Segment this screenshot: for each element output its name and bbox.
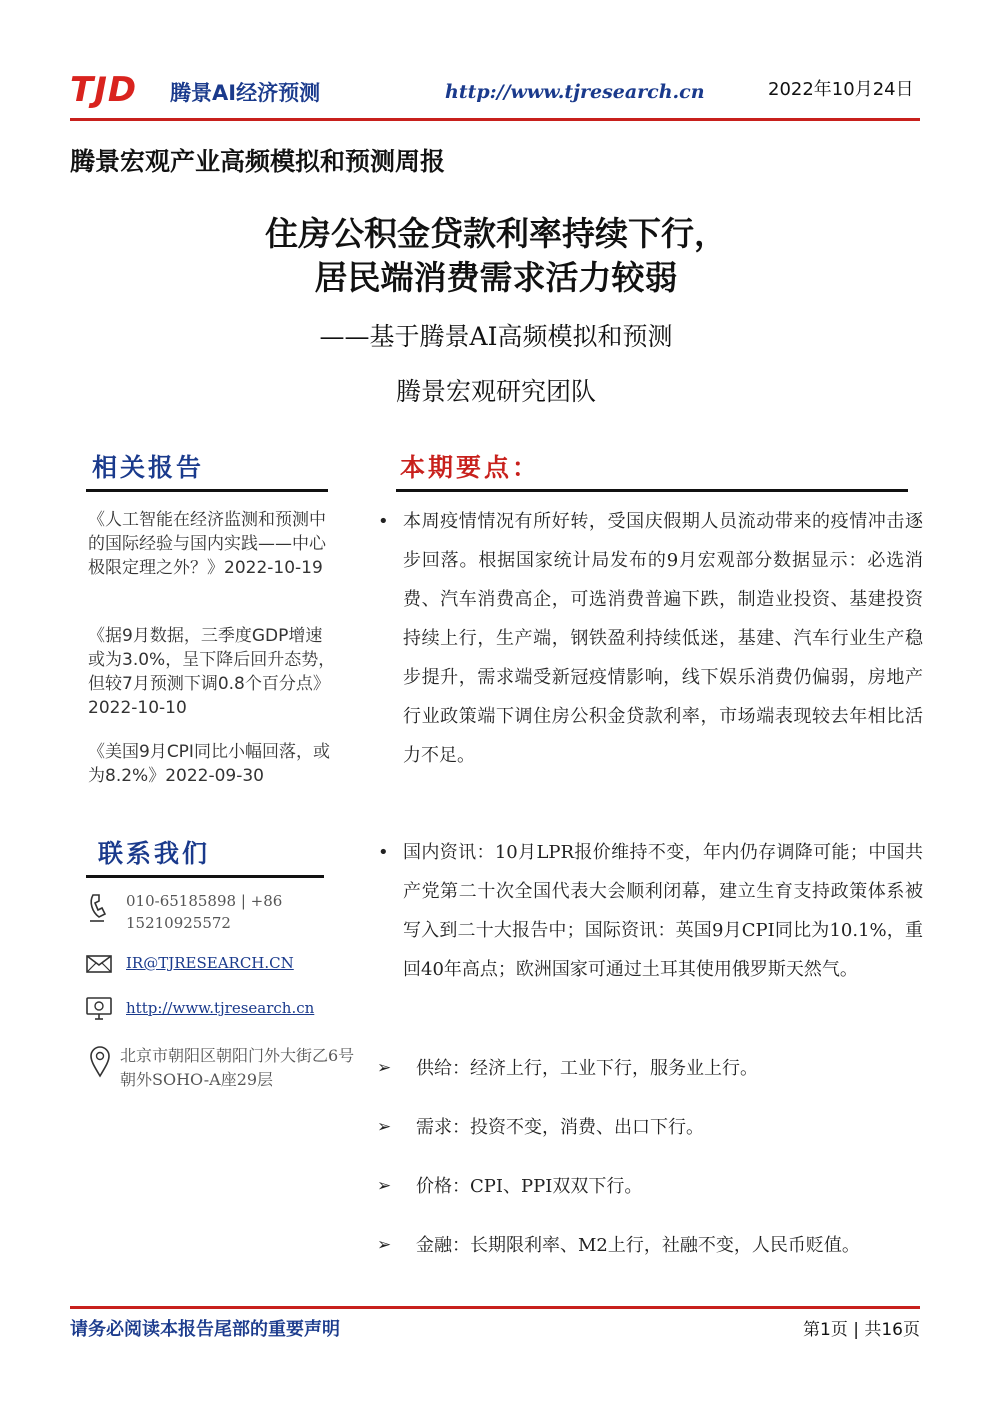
- contact-heading: 联系我们: [98, 839, 211, 868]
- brand-name: 腾景AI经济预测: [170, 81, 321, 105]
- report-title-line1: 住房公积金贷款利率持续下行，: [265, 214, 727, 253]
- bullet-marker: •: [378, 842, 389, 863]
- contact-website-link[interactable]: http://www.tjresearch.cn: [126, 999, 315, 1017]
- keypoints-heading: 本期要点：: [400, 453, 541, 482]
- keypoint-price: 价格：CPI、PPI双双下行。: [416, 1176, 643, 1197]
- logo-tjd: TJD: [70, 70, 138, 110]
- contact-heading-underline: [86, 875, 324, 878]
- series-title: 腾景宏观产业高频模拟和预测周报: [70, 147, 446, 176]
- website-icon: [86, 996, 112, 1022]
- related-reports-heading: 相关报告: [92, 453, 205, 482]
- disclaimer-notice: 请务必阅读本报告尾部的重要声明: [70, 1319, 340, 1340]
- related-report-3-link[interactable]: 《美国9月CPI同比小幅回落，或为8.2%》2022-09-30: [88, 742, 330, 786]
- keypoints-heading-underline: [396, 489, 908, 492]
- report-date: 2022年10月24日: [768, 79, 914, 100]
- page-indicator: 第1页 | 共16页: [803, 1320, 920, 1340]
- bullet-marker: •: [378, 511, 389, 532]
- keypoint-finance: 金融：长期限利率、M2上行，社融不变，人民币贬值。: [416, 1235, 860, 1256]
- header-divider: [70, 118, 920, 121]
- keypoint-paragraph-1: 本周疫情情况有所好转，受国庆假期人员流动带来的疫情冲击逐步回落。根据国家统计局发布的9月宏观部分数据显示：必选消费、汽车消费高企，可选消费普遍下跌，制造业投资、基建投资持续上行，生产端，钢铁盈利持续低迷，基建、汽车行业生产稳步提升，需求端受新冠疫情影响，线下娱乐消费仍偏弱，房地产行业政策端下调住房公积金贷款利率，市场端表现较去年相比活力不足。: [403, 511, 923, 766]
- keypoint-demand: 需求：投资不变，消费、出口下行。: [416, 1117, 704, 1138]
- report-subtitle: ——基于腾景AI高频模拟和预测: [319, 322, 673, 351]
- related-report-1-link[interactable]: 《人工智能在经济监测和预测中的国际经验与国内实践——中心极限定理之外？》2022-10-19: [88, 510, 326, 578]
- keypoint-paragraph-2: 国内资讯：10月LPR报价维持不变，年内仍存调降可能；中国共产党第二十次全国代表大会顺利闭幕，建立生育支持政策体系被写入到二十大报告中；国际资讯：英国9月CPI同比为10.1%，重回40年高点；欧洲国家可通过土耳其使用俄罗斯天然气。: [403, 842, 923, 980]
- location-pin-icon: [90, 1046, 110, 1078]
- related-heading-underline: [86, 489, 328, 492]
- arrow-bullet-icon: ➢: [377, 1235, 392, 1255]
- phone-icon: [86, 892, 108, 924]
- footer-divider: [70, 1306, 920, 1309]
- related-report-2-link[interactable]: 《据9月数据，三季度GDP增速或为3.0%，呈下降后回升态势，但较7月预测下调0.8个百分点》2022-10-10: [88, 626, 336, 718]
- contact-address: 北京市朝阳区朝阳门外大街乙6号朝外SOHO-A座29层: [120, 1046, 355, 1089]
- arrow-bullet-icon: ➢: [377, 1117, 392, 1137]
- email-icon: [86, 954, 112, 974]
- research-team: 腾景宏观研究团队: [395, 377, 596, 406]
- header-url-link[interactable]: http://www.tjresearch.cn: [445, 81, 705, 103]
- keypoint-supply: 供给：经济上行，工业下行，服务业上行。: [416, 1058, 758, 1079]
- contact-phone: 010-65185898 | +86 15210925572: [126, 892, 283, 932]
- contact-email-link[interactable]: IR@TJRESEARCH.CN: [126, 954, 294, 972]
- report-title-line2: 居民端消费需求活力较弱: [314, 258, 678, 297]
- arrow-bullet-icon: ➢: [377, 1176, 392, 1196]
- arrow-bullet-icon: ➢: [377, 1058, 392, 1078]
